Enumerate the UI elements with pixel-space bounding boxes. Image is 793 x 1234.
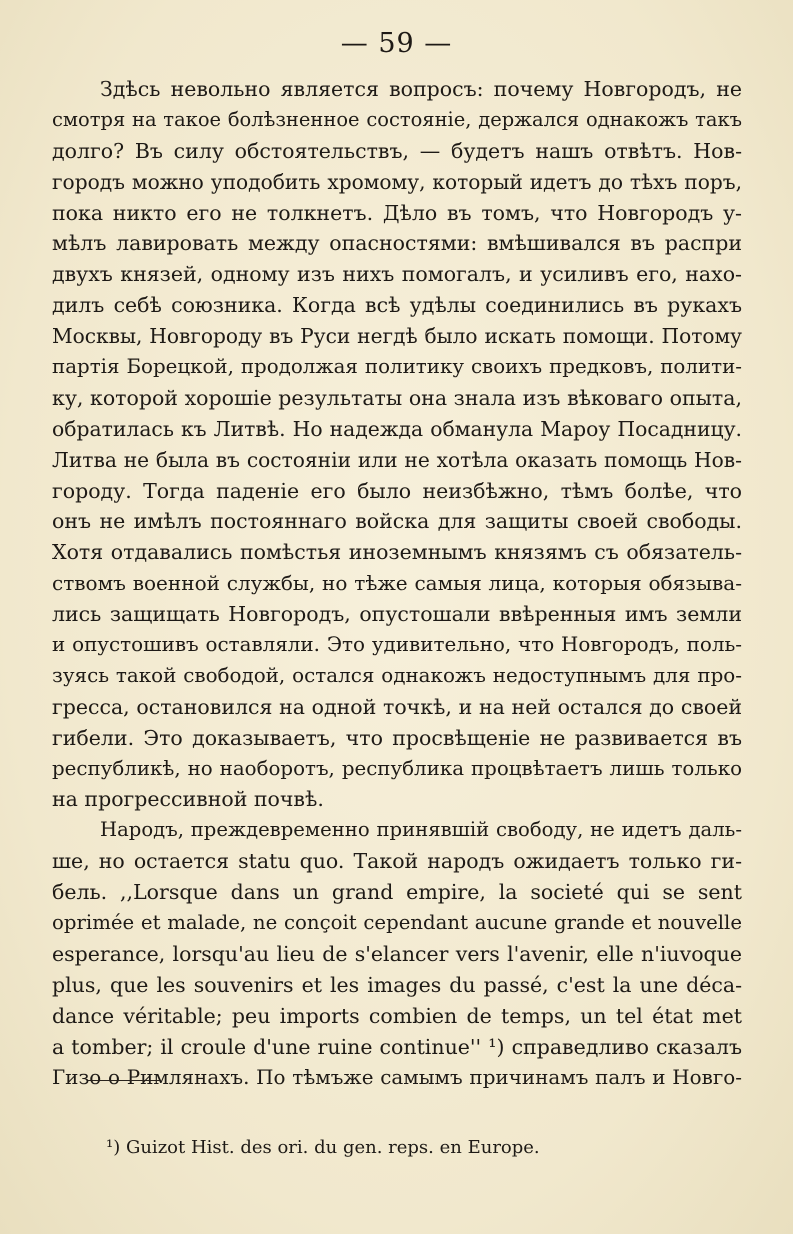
text-line: Москвы, Новгороду въ Руси негдѣ было искать помощи. Потому <box>52 324 742 349</box>
text-line: лись защищать Новгородъ, опустошали ввѣренныя имъ земли <box>52 602 742 627</box>
text-line: plus, que les souvenirs et les images du passé, c'est la une déca- <box>52 972 742 997</box>
text-line: гибели. Это доказываетъ, что просвѣщеніе не развивается въ <box>52 725 742 750</box>
text-line: Здѣсь невольно является вопросъ: почему Новгородъ, не <box>100 77 742 101</box>
text-line: долго? Въ силу обстоятельствъ, — будетъ нашъ отвѣтъ. Нов- <box>52 138 742 163</box>
page-number: — 59 — <box>340 28 453 59</box>
text-line: обратилась къ Литвѣ. Но надежда обманула Мароу Посадницу. <box>52 416 742 441</box>
text-line: двухъ князей, одному изъ нихъ помогалъ, и усиливъ его, нахо- <box>52 262 742 287</box>
body-text <box>52 74 742 1093</box>
text-line: бель. ,,Lorsque dans un grand empire, la societé qui se sent <box>52 880 742 905</box>
text-line: dance véritable; peu imports combien de temps, un tel état met <box>52 1003 742 1028</box>
text-line: партія Борецкой, продолжая политику своихъ предковъ, полити- <box>52 355 742 379</box>
text-line: Народъ, преждевременно принявшій свободу, не идетъ даль- <box>100 818 742 842</box>
text-line: Литва не была въ состояніи или не хотѣла оказать помощь Нов- <box>52 447 742 472</box>
text-line: Гизо о Римлянахъ. По тѣмъже самымъ причинамъ палъ и Новго- <box>52 1065 742 1089</box>
text-line: oprimée et malade, ne conçoit cependant aucune grande et nouvelle <box>52 911 742 935</box>
text-line: на прогрессивной почвѣ. <box>52 787 324 812</box>
text-line: городъ можно уподобить хромому, который идетъ до тѣхъ поръ, <box>52 169 742 194</box>
text-line: зуясь такой свободой, остался однакожъ недоступнымъ для про- <box>52 663 742 687</box>
footnote: ¹) Guizot Hist. des ori. du gen. reps. en Europe. <box>106 1137 540 1158</box>
text-line: ствомъ военной службы, но тѣже самыя лица, которыя обязыва- <box>52 571 742 596</box>
text-line: ше, но остается statu quo. Такой народъ ожидаетъ только ги- <box>52 849 742 874</box>
text-line: смотря на такое болѣзненное состояніе, держался однакожъ такъ <box>52 107 742 131</box>
text-line: и опустошивъ оставляли. Это удивительно, что Новгородъ, поль- <box>52 633 742 657</box>
text-line: a tomber; il croule d'une ruine continue'' ¹) справедливо сказалъ <box>52 1034 742 1059</box>
text-line: городу. Тогда паденіе его было неизбѣжно, тѣмъ болѣе, что <box>52 478 742 503</box>
text-line: дилъ себѣ союзника. Когда всѣ удѣлы соединились въ рукахъ <box>52 293 742 318</box>
text-line: esperance, lorsqu'au lieu de s'elancer vers l'avenir, elle n'iuvoque <box>52 941 742 966</box>
text-line: Хотя отдавались помѣстья иноземнымъ князямъ съ обязатель- <box>52 540 742 565</box>
text-line: мѣлъ лавировать между опасностями: вмѣшивался въ распри <box>52 231 742 256</box>
text-line: онъ не имѣлъ постояннаго войска для защиты своей свободы. <box>52 509 742 534</box>
text-line: ку, которой хорошіе результаты она знала изъ вѣковаго опыта, <box>52 385 742 410</box>
text-line: пока никто его не толкнетъ. Дѣло въ томъ, что Новгородъ у- <box>52 200 742 225</box>
text-line: республикѣ, но наоборотъ, республика процвѣтаетъ лишь только <box>52 756 742 780</box>
footnote-divider <box>88 1080 160 1081</box>
text-line: гресса, остановился на одной точкѣ, и на ней остался до своей <box>52 694 742 719</box>
